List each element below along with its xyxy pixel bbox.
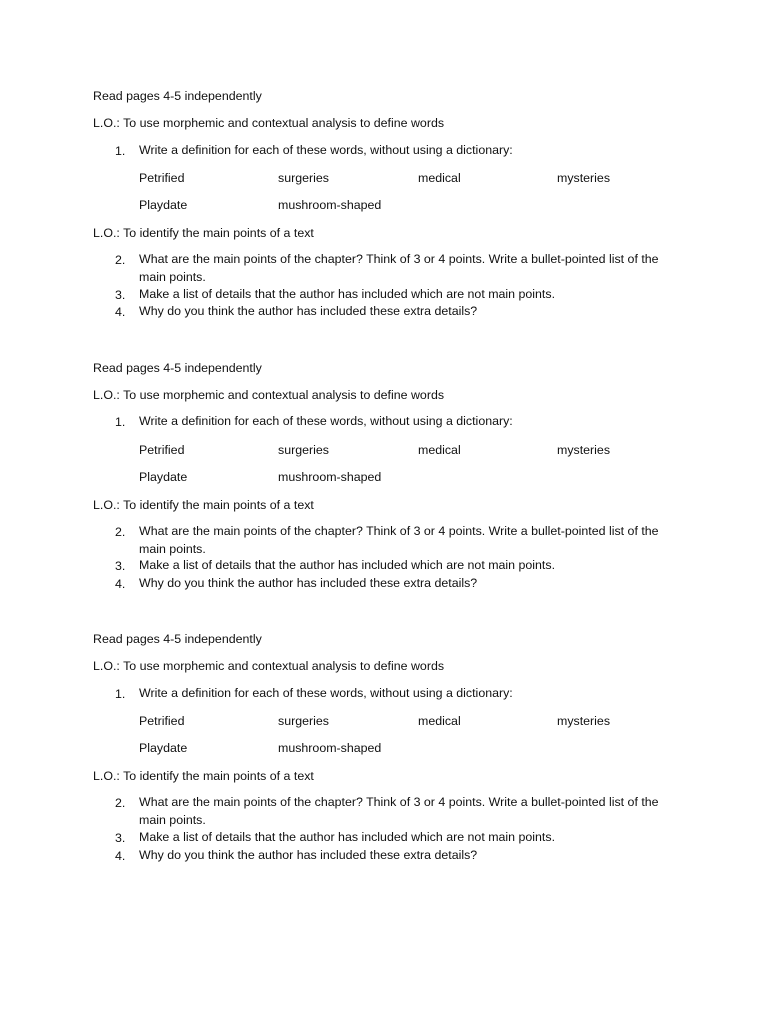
question-number: 2.: [115, 796, 126, 810]
block-heading: Read pages 4-5 independently: [93, 632, 262, 646]
question-text: What are the main points of the chapter? Think of 3 or 4 points. Write a bullet-pointed list of the main points.: [139, 252, 659, 284]
question-text: Make a list of details that the author has included which are not main points.: [139, 558, 556, 572]
vocab-word: mushroom-shaped: [278, 470, 382, 484]
question-number: 4.: [115, 849, 126, 863]
vocab-word: surgeries: [278, 443, 329, 457]
question-number: 3.: [115, 559, 126, 573]
question-text: Write a definition for each of these words, without using a dictionary:: [139, 414, 513, 428]
question-number: 4.: [115, 305, 126, 319]
vocab-word: Playdate: [139, 741, 188, 755]
question-text: What are the main points of the chapter? Think of 3 or 4 points. Write a bullet-pointed list of the main points.: [139, 795, 659, 827]
question-number: 1.: [115, 415, 126, 429]
question-number: 4.: [115, 577, 126, 591]
question-number: 1.: [115, 144, 126, 158]
learning-objective-2: L.O.: To identify the main points of a text: [93, 769, 314, 783]
vocab-word: mushroom-shaped: [278, 741, 382, 755]
question-number: 1.: [115, 687, 126, 701]
question-text: Why do you think the author has included these extra details?: [139, 304, 478, 318]
vocab-word: Petrified: [139, 714, 185, 728]
learning-objective-2: L.O.: To identify the main points of a text: [93, 498, 314, 512]
vocab-word: mysteries: [557, 171, 611, 185]
question-text: Why do you think the author has included these extra details?: [139, 576, 478, 590]
vocab-word: Petrified: [139, 443, 185, 457]
vocab-word: medical: [418, 443, 461, 457]
vocab-word: surgeries: [278, 714, 329, 728]
question-text: What are the main points of the chapter? Think of 3 or 4 points. Write a bullet-pointed list of the main points.: [139, 524, 659, 556]
question-text: Make a list of details that the author has included which are not main points.: [139, 287, 556, 301]
question-number: 2.: [115, 253, 126, 267]
question-text: Write a definition for each of these words, without using a dictionary:: [139, 686, 513, 700]
question-number: 2.: [115, 525, 126, 539]
vocab-word: Petrified: [139, 171, 185, 185]
question-text: Make a list of details that the author has included which are not main points.: [139, 830, 556, 844]
vocab-word: surgeries: [278, 171, 329, 185]
vocab-word: Playdate: [139, 198, 188, 212]
learning-objective-1: L.O.: To use morphemic and contextual analysis to define words: [93, 116, 445, 130]
vocab-word: Playdate: [139, 470, 188, 484]
vocab-word: mushroom-shaped: [278, 198, 382, 212]
vocab-word: medical: [418, 714, 461, 728]
question-number: 3.: [115, 831, 126, 845]
question-number: 3.: [115, 288, 126, 302]
question-text: Why do you think the author has included these extra details?: [139, 848, 478, 862]
block-heading: Read pages 4-5 independently: [93, 361, 262, 375]
block-heading: Read pages 4-5 independently: [93, 89, 262, 103]
question-text: Write a definition for each of these words, without using a dictionary:: [139, 143, 513, 157]
learning-objective-1: L.O.: To use morphemic and contextual analysis to define words: [93, 659, 445, 673]
learning-objective-2: L.O.: To identify the main points of a text: [93, 226, 314, 240]
learning-objective-1: L.O.: To use morphemic and contextual analysis to define words: [93, 388, 445, 402]
vocab-word: mysteries: [557, 714, 611, 728]
vocab-word: mysteries: [557, 443, 611, 457]
vocab-word: medical: [418, 171, 461, 185]
